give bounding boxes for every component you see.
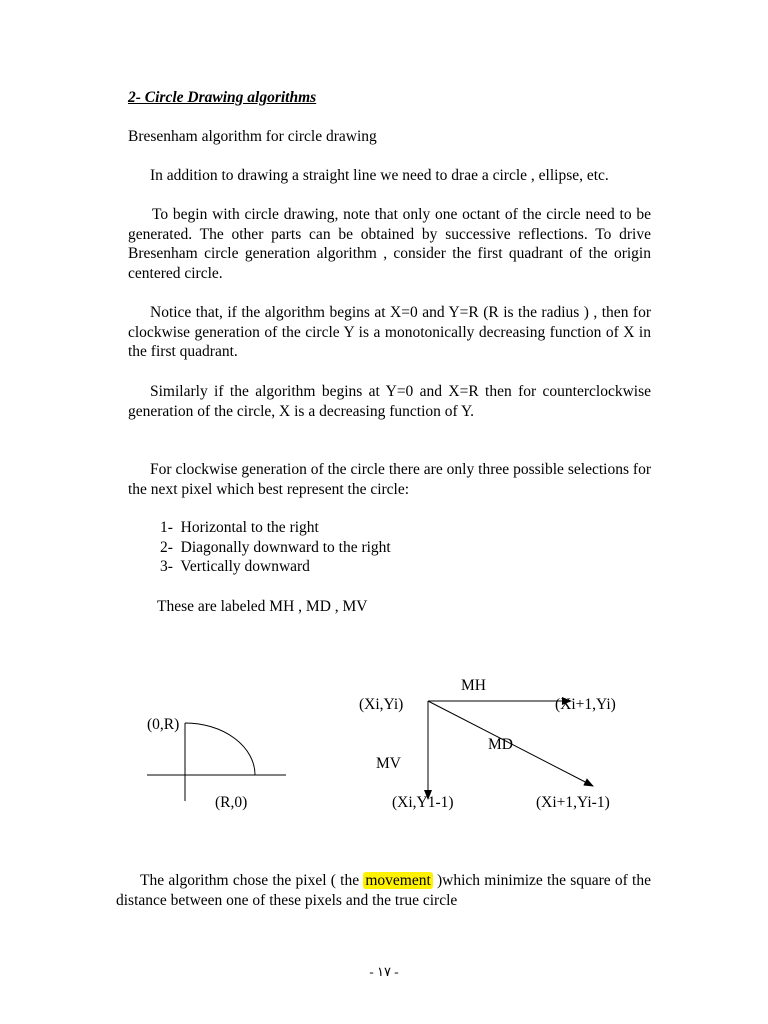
highlighted-word: movement: [365, 872, 431, 889]
paragraph-intro-text: In addition to drawing a straight line we need to drae a circle , ellipse, etc.: [150, 167, 609, 184]
label-xi1-yi1: (Xi+1,Yi-1): [536, 794, 610, 811]
paragraph-octant-text: To begin with circle drawing, note that only one octant of the circle need to be generated. The other parts can be obtained by successive reflections. To drive Bresenham circle generation algorithm , consider the first quadrant of the origin centered circle.: [128, 206, 651, 282]
paragraph-clockwise-text: Notice that, if the algorithm begins at X=0 and Y=R (R is the radius ) , then for clockwise generation of the circle Y is a monotonically decreasing function of X in the first quadrant.: [128, 304, 651, 361]
list-item: 1- Horizontal to the right: [160, 519, 319, 536]
quarter-circle-figure: [147, 716, 286, 811]
section-heading: 2- Circle Drawing algorithms: [128, 89, 317, 106]
conclusion-text-before: The algorithm chose the pixel ( the: [140, 872, 364, 889]
label-mh: MH: [461, 677, 486, 694]
subsection-heading: Bresenham algorithm for circle drawing: [128, 128, 377, 145]
paragraph-selections-text: For clockwise generation of the circle there are only three possible selections for the next pixel which best represent the circle:: [128, 461, 651, 498]
labels-note: These are labeled MH , MD , MV: [157, 598, 368, 615]
label-md: MD: [488, 736, 513, 753]
paragraph-counterclockwise-text: Similarly if the algorithm begins at Y=0 and X=R then for counterclockwise generation of the circle, X is a decreasing function of Y.: [128, 383, 651, 420]
label-r-0: (R,0): [215, 794, 248, 811]
quarter-arc: [185, 723, 255, 775]
label-xi-yi1: (Xi,Y1-1): [392, 794, 454, 811]
label-0-r: (0,R): [147, 716, 180, 733]
label-mv: MV: [376, 755, 401, 772]
page-number: - ١٧ -: [369, 964, 399, 979]
pixel-movement-figure: [359, 677, 616, 811]
conclusion-text-after: )which minimize the square of the distance between one of these pixels and the true circle: [116, 872, 651, 909]
list-item: 3- Vertically downward: [160, 558, 310, 576]
paragraph-conclusion: [116, 871, 651, 910]
label-xi-yi: (Xi,Yi): [359, 696, 404, 713]
label-xi1-yi: (Xi+1,Yi): [555, 696, 616, 713]
list-item: 2- Diagonally downward to the right: [160, 538, 391, 556]
